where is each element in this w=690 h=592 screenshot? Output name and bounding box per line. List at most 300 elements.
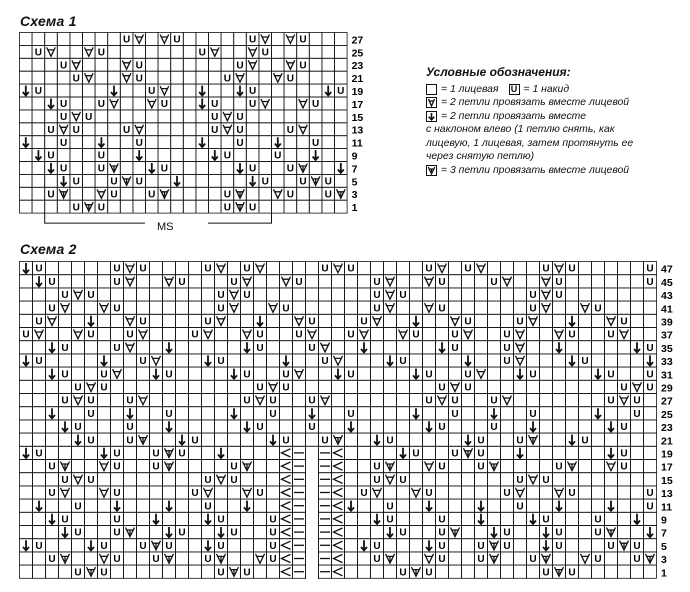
yarn-over-icon: U — [204, 474, 212, 486]
ssk-arrow-icon — [400, 448, 406, 458]
stitch-cell — [234, 33, 247, 46]
stitch-cell — [436, 288, 449, 301]
yarn-over-icon: U — [72, 176, 80, 188]
stitch-cell — [59, 262, 72, 275]
yarn-over-icon: U — [236, 137, 244, 149]
stitch-cell — [72, 314, 85, 327]
stitch-cell — [592, 341, 605, 354]
yarn-over-icon: U — [529, 290, 537, 302]
stitch-cell — [137, 275, 150, 288]
k2tog-icon — [555, 488, 564, 497]
stitch-cell — [423, 288, 436, 301]
stitch-cell — [98, 407, 111, 420]
legend-row-knit — [426, 83, 688, 97]
ssk-arrow-icon — [49, 408, 55, 418]
stitch-cell — [618, 433, 631, 446]
yarn-over-icon: U — [555, 276, 563, 288]
stitch-cell — [146, 110, 159, 123]
stitch-cell — [176, 288, 189, 301]
stitch-cell — [449, 354, 462, 367]
stitch-cell — [644, 446, 657, 459]
stitch-cell — [319, 288, 332, 301]
yarn-over-icon: U — [113, 554, 121, 566]
k2tog-icon — [217, 264, 226, 273]
k3tog-icon — [165, 462, 174, 471]
stitch-cell — [241, 512, 254, 525]
yarn-over-icon: U — [607, 395, 615, 407]
stitch-cell — [221, 162, 234, 175]
ssk-arrow-icon — [426, 501, 432, 511]
stitch-cell — [202, 446, 215, 459]
stitch-cell — [111, 380, 124, 393]
stitch-cell — [371, 420, 384, 433]
yarn-over-icon: U — [113, 448, 121, 460]
stitch-cell — [133, 162, 146, 175]
row-number: 41 — [661, 303, 673, 316]
yarn-over-icon: U — [386, 435, 394, 447]
stitch-cell — [618, 354, 631, 367]
stitch-cell — [540, 460, 553, 473]
stitch-cell — [32, 123, 45, 136]
stitch-cell — [297, 71, 310, 84]
stitch-cell — [72, 460, 85, 473]
yarn-over-icon: U — [516, 435, 524, 447]
yarn-over-icon: U — [646, 263, 654, 275]
stitch-cell — [605, 341, 618, 354]
stitch-cell — [358, 275, 371, 288]
k3tog-icon — [568, 462, 577, 471]
stitch-cell — [462, 565, 475, 578]
stitch-cell — [20, 33, 33, 46]
yarn-over-icon: U — [230, 276, 238, 288]
k3tog-icon — [299, 164, 308, 173]
stitch-cell — [280, 394, 293, 407]
yarn-over-icon: U — [217, 290, 225, 302]
stitch-cell — [32, 136, 45, 149]
stitch-cell — [345, 512, 358, 525]
legend-row-ssk — [426, 110, 688, 124]
ssk-arrow-icon — [36, 501, 42, 511]
stitch-cell — [280, 314, 293, 327]
row-number: 29 — [661, 382, 673, 395]
stitch-cell — [259, 187, 272, 200]
k2tog-icon — [87, 382, 96, 391]
stitch-cell — [475, 341, 488, 354]
stitch-cell — [46, 446, 59, 459]
yarn-over-icon: U — [34, 47, 43, 59]
stitch-cell — [410, 499, 423, 512]
stitch-cell — [33, 460, 46, 473]
stitch-cell — [280, 288, 293, 301]
stitch-cell — [59, 407, 72, 420]
continue-arrow-icon — [282, 488, 291, 496]
stitch-cell — [202, 526, 215, 539]
stitch-cell — [189, 367, 202, 380]
stitch-cell — [46, 420, 59, 433]
stitch-cell — [176, 407, 189, 420]
stitch-cell — [293, 380, 306, 393]
stitch-cell — [124, 288, 137, 301]
stitch-cell — [592, 473, 605, 486]
yarn-over-icon: U — [425, 395, 433, 407]
stitch-cell — [566, 394, 579, 407]
stitch-cell — [293, 394, 306, 407]
stitch-cell — [108, 136, 121, 149]
stitch-cell — [254, 354, 267, 367]
stitch-cell — [605, 380, 618, 393]
stitch-cell — [85, 275, 98, 288]
stitch-cell — [309, 200, 322, 213]
yarn-over-icon: U — [451, 408, 459, 420]
yarn-over-icon: U — [308, 316, 316, 328]
stitch-cell — [183, 33, 196, 46]
stitch-cell — [540, 354, 553, 367]
stitch-cell — [410, 394, 423, 407]
stitch-cell — [488, 301, 501, 314]
stitch-cell — [259, 58, 272, 71]
stitch-cell — [384, 539, 397, 552]
k2tog-icon — [282, 277, 291, 286]
stitch-cell — [501, 407, 514, 420]
stitch-cell — [124, 565, 137, 578]
stitch-cell — [20, 407, 33, 420]
yarn-over-icon: U — [373, 276, 381, 288]
yarn-over-icon: U — [464, 263, 472, 275]
yarn-over-icon: U — [204, 554, 212, 566]
yarn-over-icon: U — [248, 86, 257, 98]
stitch-cell — [501, 499, 514, 512]
stitch-cell — [579, 473, 592, 486]
stitch-cell — [579, 380, 592, 393]
stitch-cell — [221, 97, 234, 110]
stitch-cell — [45, 200, 58, 213]
k2tog-icon — [110, 99, 119, 108]
stitch-cell — [241, 301, 254, 314]
stitch-cell — [59, 314, 72, 327]
yarn-over-icon: U — [477, 461, 485, 473]
stitch-cell — [410, 539, 423, 552]
stitch-cell — [553, 446, 566, 459]
stitch-cell — [32, 200, 45, 213]
stitch-cell — [309, 162, 322, 175]
stitch-cell — [20, 473, 33, 486]
stitch-cell — [72, 486, 85, 499]
ssk-arrow-icon — [325, 86, 331, 96]
stitch-cell — [120, 187, 133, 200]
stitch-cell — [146, 71, 159, 84]
stitch-cell — [410, 380, 423, 393]
stitch-cell — [475, 288, 488, 301]
stitch-cell — [345, 446, 358, 459]
k3tog-icon — [646, 554, 655, 563]
stitch-cell — [436, 433, 449, 446]
stitch-cell — [449, 473, 462, 486]
stitch-cell — [540, 433, 553, 446]
yarn-over-icon: U — [607, 540, 615, 552]
stitch-cell — [475, 486, 488, 499]
stitch-cell — [46, 394, 59, 407]
yarn-over-icon: U — [438, 276, 446, 288]
stitch-cell — [272, 84, 285, 97]
stitch-cell — [234, 149, 247, 162]
stitch-cell — [514, 407, 527, 420]
yarn-over-icon: U — [48, 554, 56, 566]
stitch-cell — [358, 565, 371, 578]
row-number: 5 — [661, 540, 667, 553]
k2tog-icon — [451, 316, 460, 325]
yarn-over-icon: U — [230, 474, 238, 486]
stitch-cell — [397, 380, 410, 393]
stitch-cell — [605, 262, 618, 275]
stitch-cell — [150, 314, 163, 327]
stitch-cell — [449, 552, 462, 565]
k2tog-icon — [100, 462, 109, 471]
stitch-cell — [319, 275, 332, 288]
stitch-cell — [284, 110, 297, 123]
stitch-cell — [202, 433, 215, 446]
yarn-over-icon: U — [191, 329, 199, 341]
yarn-over-icon: U — [87, 329, 95, 341]
stitch-cell — [189, 407, 202, 420]
yarn-over-icon: U — [620, 461, 628, 473]
continue-arrow-icon — [334, 554, 343, 562]
row-number: 21 — [661, 435, 673, 448]
yarn-over-icon: U — [464, 382, 472, 394]
yarn-over-icon: U — [324, 189, 332, 201]
stitch-cell — [196, 149, 209, 162]
stitch-cell — [436, 328, 449, 341]
stitch-cell — [540, 341, 553, 354]
row-number: 13 — [351, 124, 364, 137]
k2tog-icon — [425, 277, 434, 286]
stitch-cell — [297, 110, 310, 123]
stitch-cell — [209, 162, 222, 175]
stitch-cell — [592, 565, 605, 578]
k2tog-icon — [555, 264, 564, 273]
stitch-cell — [228, 512, 241, 525]
k2tog-icon — [148, 99, 157, 108]
yarn-over-icon: U — [646, 276, 654, 288]
stitch-cell — [108, 45, 121, 58]
stitch-cell — [20, 123, 33, 136]
stitch-cell — [150, 433, 163, 446]
yarn-over-icon: U — [311, 137, 320, 149]
k2tog-icon — [373, 316, 382, 325]
k2tog-icon — [529, 316, 538, 325]
continue-arrow-icon — [334, 502, 343, 510]
stitch-cell — [297, 149, 310, 162]
stitch-cell — [228, 341, 241, 354]
stitch-cell — [33, 473, 46, 486]
stitch-cell — [358, 552, 371, 565]
stitch-cell — [297, 84, 310, 97]
stitch-cell — [246, 149, 259, 162]
stitch-cell — [137, 460, 150, 473]
k2tog-icon — [85, 47, 94, 56]
stitch-cell — [183, 200, 196, 213]
stitch-cell — [150, 526, 163, 539]
stitch-cell — [246, 136, 259, 149]
stitch-cell — [384, 367, 397, 380]
yarn-over-icon: U — [217, 303, 225, 315]
stitch-cell — [183, 71, 196, 84]
yarn-over-icon: U — [269, 540, 277, 552]
stitch-cell — [209, 136, 222, 149]
row-number: 23 — [351, 60, 364, 73]
stitch-cell — [501, 433, 514, 446]
stitch-cell — [215, 328, 228, 341]
yarn-over-icon: U — [373, 290, 381, 302]
stitch-cell — [176, 394, 189, 407]
row-number: 17 — [351, 98, 364, 111]
stitch-cell — [20, 565, 33, 578]
stitch-cell — [462, 341, 475, 354]
ssk-arrow-icon — [361, 540, 367, 550]
yarn-over-icon: U — [34, 86, 43, 98]
yarn-over-icon: U — [148, 86, 156, 98]
stitch-cell — [70, 187, 83, 200]
yarn-over-icon: U — [607, 369, 615, 381]
stitch-cell — [284, 136, 297, 149]
stitch-cell — [566, 499, 579, 512]
k2tog-icon — [113, 369, 122, 378]
stitch-cell — [158, 58, 171, 71]
stitch-cell — [59, 446, 72, 459]
stitch-cell — [228, 552, 241, 565]
ssk-arrow-icon — [530, 514, 536, 524]
yarn-over-icon: U — [568, 263, 576, 275]
k3tog-icon — [230, 567, 239, 576]
stitch-cell — [306, 262, 319, 275]
legend-ssk-note: с наклоном влево (1 петлю снять, как лицевую, 1 лицевая, затем протянуть ее через снятую петлю) — [426, 124, 634, 162]
yarn-over-icon: U — [373, 461, 381, 473]
stitch-cell — [592, 288, 605, 301]
stitch-cell — [215, 499, 228, 512]
continue-arrow-icon — [334, 462, 343, 470]
stitch-cell — [397, 314, 410, 327]
stitch-cell — [488, 354, 501, 367]
stitch-cell — [137, 552, 150, 565]
k2tog-icon — [139, 396, 148, 405]
yarn-over-icon: U — [477, 540, 485, 552]
ssk-arrow-icon — [361, 342, 367, 352]
stitch-cell — [221, 136, 234, 149]
stitch-cell — [202, 380, 215, 393]
yarn-over-icon: U — [516, 501, 524, 513]
stitch-cell — [254, 288, 267, 301]
ssk-arrow-icon — [153, 514, 159, 524]
stitch-cell — [423, 354, 436, 367]
yarn-over-icon: U — [223, 150, 232, 162]
stitch-cell — [618, 499, 631, 512]
stitch-cell — [150, 565, 163, 578]
stitch-cell — [72, 301, 85, 314]
k3tog-icon — [236, 202, 245, 211]
row-number: 37 — [661, 329, 673, 342]
stitch-cell — [98, 314, 111, 327]
stitch-cell — [618, 512, 631, 525]
ssk-arrow-icon — [413, 316, 419, 326]
stitch-cell — [57, 84, 70, 97]
stitch-cell — [423, 407, 436, 420]
yarn-over-icon: U — [581, 435, 589, 447]
ssk-arrow-icon — [387, 355, 393, 365]
stitch-cell — [332, 341, 345, 354]
stitch-cell — [605, 433, 618, 446]
k3tog-icon — [87, 567, 96, 576]
stitch-cell — [475, 473, 488, 486]
stitch-cell — [72, 275, 85, 288]
stitch-cell — [189, 275, 202, 288]
stitch-cell — [514, 512, 527, 525]
k3tog-icon — [386, 462, 395, 471]
stitch-cell — [501, 552, 514, 565]
stitch-cell — [171, 58, 184, 71]
yarn-over-icon: U — [399, 356, 407, 368]
ssk-arrow-icon — [49, 369, 55, 379]
stitch-cell — [72, 539, 85, 552]
row-number: 35 — [661, 342, 673, 355]
stitch-cell — [228, 446, 241, 459]
yarn-over-icon: U — [126, 395, 134, 407]
stitch-cell — [272, 174, 285, 187]
yarn-over-icon: U — [503, 356, 511, 368]
stitch-cell — [158, 123, 171, 136]
stitch-cell — [259, 110, 272, 123]
stitch-cell — [644, 288, 657, 301]
stitch-cell — [46, 328, 59, 341]
yarn-over-icon: U — [581, 356, 589, 368]
stitch-cell — [20, 71, 33, 84]
stitch-cell — [163, 314, 176, 327]
stitch-cell — [449, 288, 462, 301]
ssk-arrow-icon — [48, 99, 54, 109]
stitch-cell — [345, 565, 358, 578]
stitch-cell — [566, 512, 579, 525]
stitch-cell — [202, 288, 215, 301]
legend-k3tog-label: = 3 петли провязать вместе лицевой — [441, 164, 630, 176]
yarn-over-icon: U — [243, 290, 251, 302]
stitch-cell — [501, 288, 514, 301]
stitch-cell — [579, 565, 592, 578]
stitch-cell — [345, 380, 358, 393]
stitch-cell — [72, 512, 85, 525]
stitch-cell — [579, 275, 592, 288]
yarn-over-icon: U — [386, 514, 394, 526]
stitch-cell — [46, 288, 59, 301]
stitch-cell — [319, 301, 332, 314]
stitch-cell — [514, 565, 527, 578]
yarn-over-icon: U — [438, 554, 446, 566]
stitch-cell — [345, 314, 358, 327]
k2tog-icon — [334, 356, 343, 365]
stitch-cell — [46, 433, 59, 446]
stitch-cell — [488, 486, 501, 499]
stitch-cell — [221, 33, 234, 46]
yarn-over-icon: U — [464, 369, 472, 381]
yarn-over-icon: U — [113, 527, 121, 539]
stitch-cell — [171, 200, 184, 213]
stitch-cell — [124, 539, 137, 552]
stitch-cell — [183, 149, 196, 162]
stitch-cell — [423, 380, 436, 393]
yarn-over-icon: U — [311, 99, 320, 111]
row-number: 7 — [661, 527, 667, 540]
stitch-cell — [228, 486, 241, 499]
row-number: 9 — [351, 150, 358, 163]
stitch-cell — [358, 367, 371, 380]
stitch-cell — [228, 394, 241, 407]
